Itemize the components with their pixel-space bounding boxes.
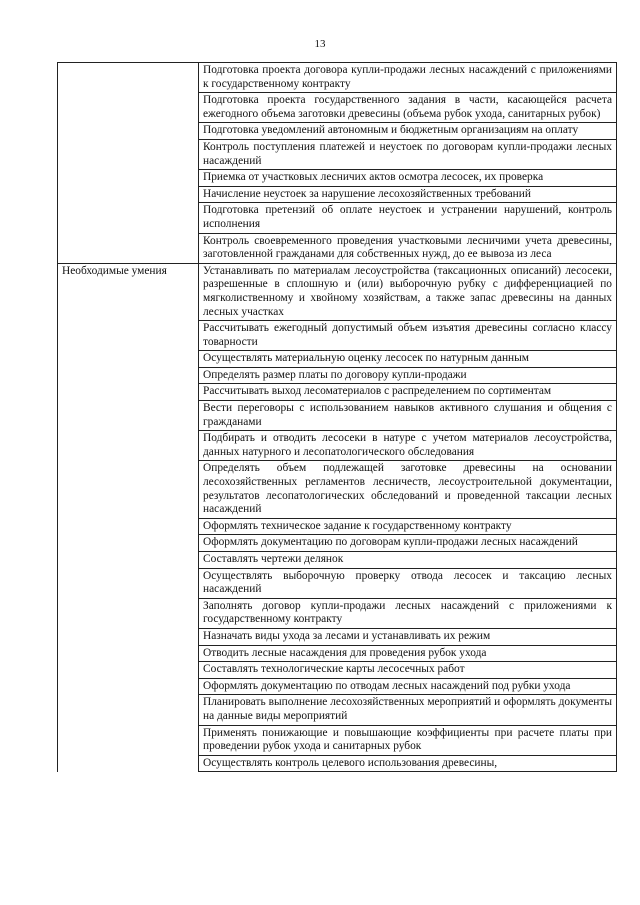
- section-label-cell: [58, 321, 199, 351]
- table-row: [58, 139, 617, 169]
- section-label-cell: [58, 170, 199, 187]
- requirement-text: Подготовка претензий об оплате неустоек и устранении нарушений, контроль исполнения: [199, 203, 617, 233]
- requirement-text: Приемка от участковых лесничих актов осмотра лесосек, их проверка: [199, 170, 617, 187]
- section-label-cell: [58, 535, 199, 552]
- table-row: [58, 351, 617, 368]
- requirement-text: Рассчитывать ежегодный допустимый объем изъятия древесины согласно классу товарности: [199, 321, 617, 351]
- requirement-text: Осуществлять контроль целевого использования древесины,: [199, 755, 617, 772]
- requirement-text: Назначать виды ухода за лесами и устанавливать их режим: [199, 628, 617, 645]
- section-label-cell: [58, 628, 199, 645]
- requirement-text: Определять размер платы по договору купли-продажи: [199, 367, 617, 384]
- requirement-text: Отводить лесные насаждения для проведения рубок ухода: [199, 645, 617, 662]
- requirement-text: Устанавливать по материалам лесоустройства (таксационных описаний) лесосеки, разрешенные в сплошную и (или) выборочную рубку с дифференциацией по мягколиственному и хвойному хозяйствам, а также запас древесины на данных лесных участках: [199, 263, 617, 320]
- requirement-text: Оформлять документацию по договорам купли-продажи лесных насаждений: [199, 535, 617, 552]
- section-label-cell: [58, 552, 199, 569]
- section-label-cell: [58, 203, 199, 233]
- table-row: [58, 170, 617, 187]
- table-row: [58, 598, 617, 628]
- table-row: [58, 123, 617, 140]
- table-row: [58, 384, 617, 401]
- table-row: [58, 725, 617, 755]
- section-label-cell: [58, 598, 199, 628]
- requirement-text: Оформлять техническое задание к государственному контракту: [199, 518, 617, 535]
- section-label-cell: [58, 233, 199, 263]
- section-label-cell: [58, 518, 199, 535]
- section-label-cell: [58, 461, 199, 518]
- table-row: [58, 678, 617, 695]
- requirement-text: Составлять технологические карты лесосечных работ: [199, 662, 617, 679]
- table-row: [58, 431, 617, 461]
- table-row: [58, 662, 617, 679]
- section-label-cell: [58, 678, 199, 695]
- section-label-cell: [58, 431, 199, 461]
- table-row: [58, 203, 617, 233]
- table-row: [58, 263, 617, 320]
- table-row: [58, 552, 617, 569]
- requirement-text: Рассчитывать выход лесоматериалов с распределением по сортиментам: [199, 384, 617, 401]
- requirement-text: Подготовка проекта государственного задания в части, касающейся расчета ежегодного объема заготовки древесины (объема рубок ухода, санитарных рубок): [199, 93, 617, 123]
- requirement-text: Контроль поступления платежей и неустоек по договорам купли-продажи лесных насаждений: [199, 139, 617, 169]
- section-label-cell: [58, 139, 199, 169]
- table-row: [58, 568, 617, 598]
- section-label-cell: [58, 645, 199, 662]
- table-row: [58, 461, 617, 518]
- section-label-cell: [58, 725, 199, 755]
- requirement-text: Подготовка уведомлений автономным и бюджетным организациям на оплату: [199, 123, 617, 140]
- table-row: [58, 695, 617, 725]
- section-label-cell: [58, 695, 199, 725]
- page-top-edge: [0, 0, 640, 3]
- table-row: [58, 518, 617, 535]
- requirement-text: Планировать выполнение лесохозяйственных мероприятий и оформлять документы на данные виды мероприятий: [199, 695, 617, 725]
- section-label-cell: [58, 63, 199, 93]
- requirements-table-body: [58, 63, 617, 772]
- requirement-text: Заполнять договор купли-продажи лесных насаждений с приложениями к государственному контракту: [199, 598, 617, 628]
- table-row: [58, 401, 617, 431]
- requirement-text: Составлять чертежи делянок: [199, 552, 617, 569]
- section-label-cell: [58, 662, 199, 679]
- requirement-text: Осуществлять материальную оценку лесосек по натурным данным: [199, 351, 617, 368]
- table-row: [58, 645, 617, 662]
- section-label: Необходимые умения: [58, 263, 199, 320]
- section-label-cell: [58, 351, 199, 368]
- table-row: [58, 628, 617, 645]
- requirement-text: Контроль своевременного проведения участковыми лесничими учета древесины, заготовленной гражданами для собственных нужд, до ее вывоза из леса: [199, 233, 617, 263]
- section-label-cell: [58, 93, 199, 123]
- requirement-text: Применять понижающие и повышающие коэффициенты при расчете платы при проведении рубок ухода и санитарных рубок: [199, 725, 617, 755]
- section-label-cell: [58, 401, 199, 431]
- requirement-text: Осуществлять выборочную проверку отвода лесосек и таксацию лесных насаждений: [199, 568, 617, 598]
- requirement-text: Подбирать и отводить лесосеки в натуре с учетом материалов лесоустройства, данных натурного и лесопатологического обследования: [199, 431, 617, 461]
- table-row: [58, 535, 617, 552]
- table-row: [58, 63, 617, 93]
- requirement-text: Оформлять документацию по отводам лесных насаждений под рубки ухода: [199, 678, 617, 695]
- table-row: [58, 233, 617, 263]
- section-label-cell: [58, 367, 199, 384]
- section-label-cell: [58, 384, 199, 401]
- page-number: 13: [314, 38, 326, 50]
- section-label-cell: [58, 568, 199, 598]
- table-row: [58, 93, 617, 123]
- table-row: [58, 367, 617, 384]
- requirement-text: Вести переговоры с использованием навыков активного слушания и общения с гражданами: [199, 401, 617, 431]
- section-label-cell: [58, 123, 199, 140]
- requirement-text: Начисление неустоек за нарушение лесохозяйственных требований: [199, 186, 617, 203]
- requirement-text: Определять объем подлежащей заготовке древесины на основании лесохозяйственных регламентов лесничеств, лесоустроительной документации, результатов лесопатологических обследований и проведенной таксации лесных насаждений: [199, 461, 617, 518]
- section-label-cell: [58, 186, 199, 203]
- section-label-cell: [58, 755, 199, 772]
- table-row: [58, 186, 617, 203]
- table-row: [58, 321, 617, 351]
- requirements-table: [57, 62, 617, 772]
- table-row: [58, 755, 617, 772]
- requirement-text: Подготовка проекта договора купли-продажи лесных насаждений с приложениями к государственному контракту: [199, 63, 617, 93]
